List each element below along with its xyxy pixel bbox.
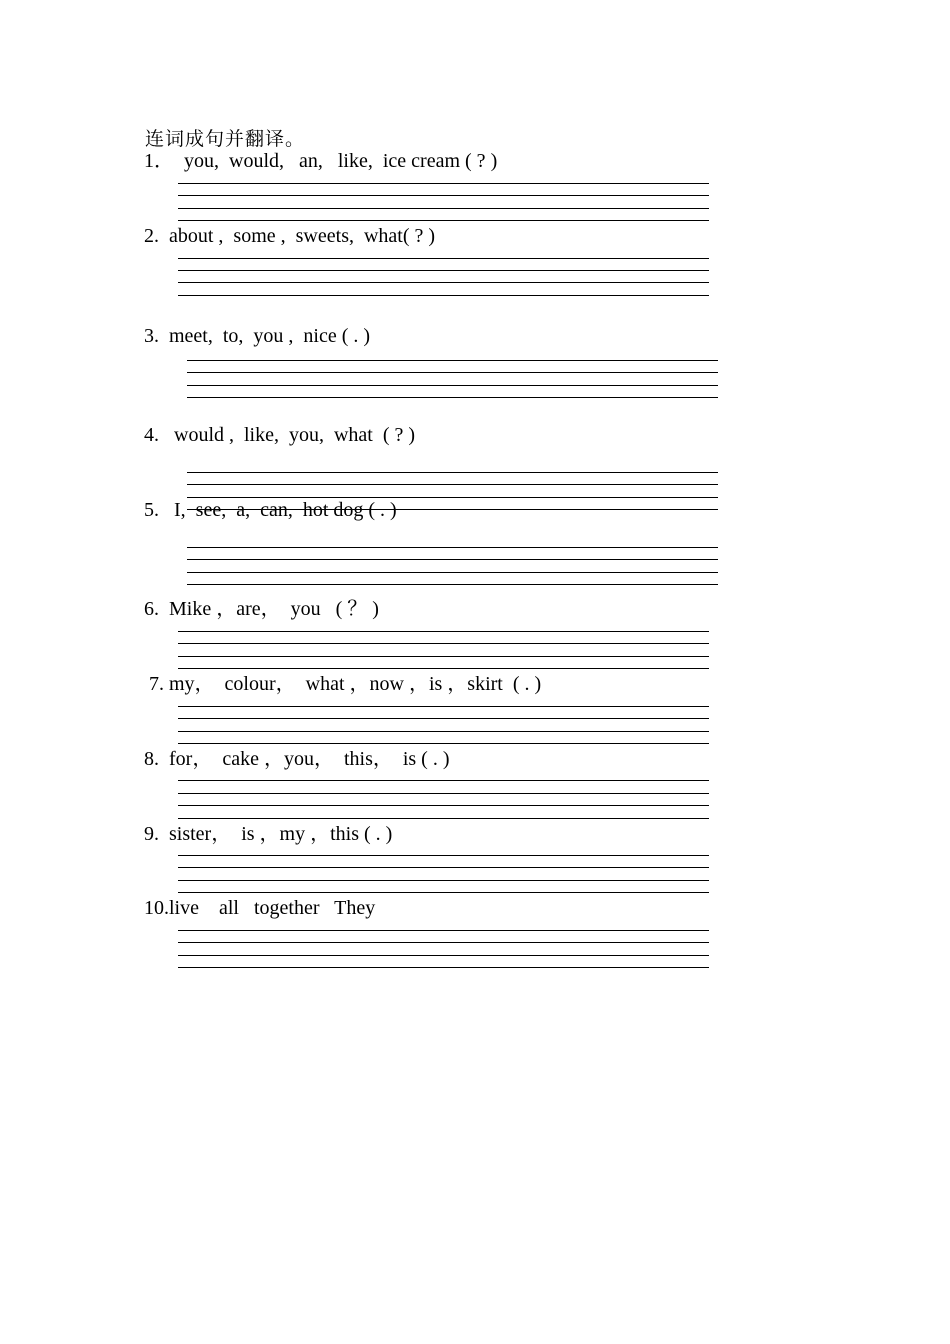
- answer-line: [178, 631, 709, 632]
- answer-line: [178, 892, 709, 893]
- answer-line: [178, 258, 709, 259]
- answer-line: [178, 818, 709, 819]
- answer-line: [178, 743, 709, 744]
- answer-line: [187, 472, 718, 473]
- answer-line: [178, 282, 709, 283]
- answer-line: [178, 780, 709, 781]
- instruction-heading: 连词成句并翻译。: [145, 128, 306, 150]
- answer-line: [187, 484, 718, 485]
- answer-line: [178, 706, 709, 707]
- question-4: 4. would , like, you, what ( ? ): [144, 424, 416, 446]
- question-1: 1． you, would, an, like, ice cream ( ? ): [144, 150, 498, 172]
- question-10: 10.live all together They: [144, 897, 376, 919]
- answer-line: [187, 385, 718, 386]
- answer-line: [187, 584, 718, 585]
- question-3: 3. meet, to, you , nice ( . ): [144, 325, 371, 347]
- answer-line: [178, 880, 709, 881]
- answer-line: [178, 942, 709, 943]
- answer-line: [178, 208, 709, 209]
- question-5: 5. I, see, a, can, hot dog ( . ): [144, 499, 397, 521]
- answer-line: [178, 220, 709, 221]
- answer-line: [178, 195, 709, 196]
- answer-line: [178, 867, 709, 868]
- answer-line: [178, 731, 709, 732]
- question-7: 7. my， colour， what ，now ，is ，skirt ( . ): [144, 673, 542, 695]
- answer-line: [178, 183, 709, 184]
- answer-line: [178, 270, 709, 271]
- answer-line: [187, 547, 718, 548]
- answer-line: [178, 793, 709, 794]
- answer-line: [178, 930, 709, 931]
- answer-line: [187, 360, 718, 361]
- question-6: 6. Mike ，are， you ( ？ ): [144, 598, 379, 620]
- answer-line: [178, 955, 709, 956]
- answer-line: [178, 855, 709, 856]
- answer-line: [178, 668, 709, 669]
- question-9: 9. sister， is ，my ，this ( . ): [144, 823, 393, 845]
- answer-line: [178, 295, 709, 296]
- answer-line: [178, 967, 709, 968]
- answer-line: [178, 656, 709, 657]
- answer-line: [187, 572, 718, 573]
- answer-line: [178, 805, 709, 806]
- answer-line: [187, 497, 718, 498]
- answer-line: [187, 397, 718, 398]
- answer-line: [187, 509, 718, 510]
- answer-line: [187, 372, 718, 373]
- question-2: 2. about , some , sweets, what( ? ): [144, 225, 436, 247]
- answer-line: [187, 559, 718, 560]
- question-8: 8. for， cake ，you， this， is ( . ): [144, 748, 450, 770]
- answer-line: [178, 718, 709, 719]
- answer-line: [178, 643, 709, 644]
